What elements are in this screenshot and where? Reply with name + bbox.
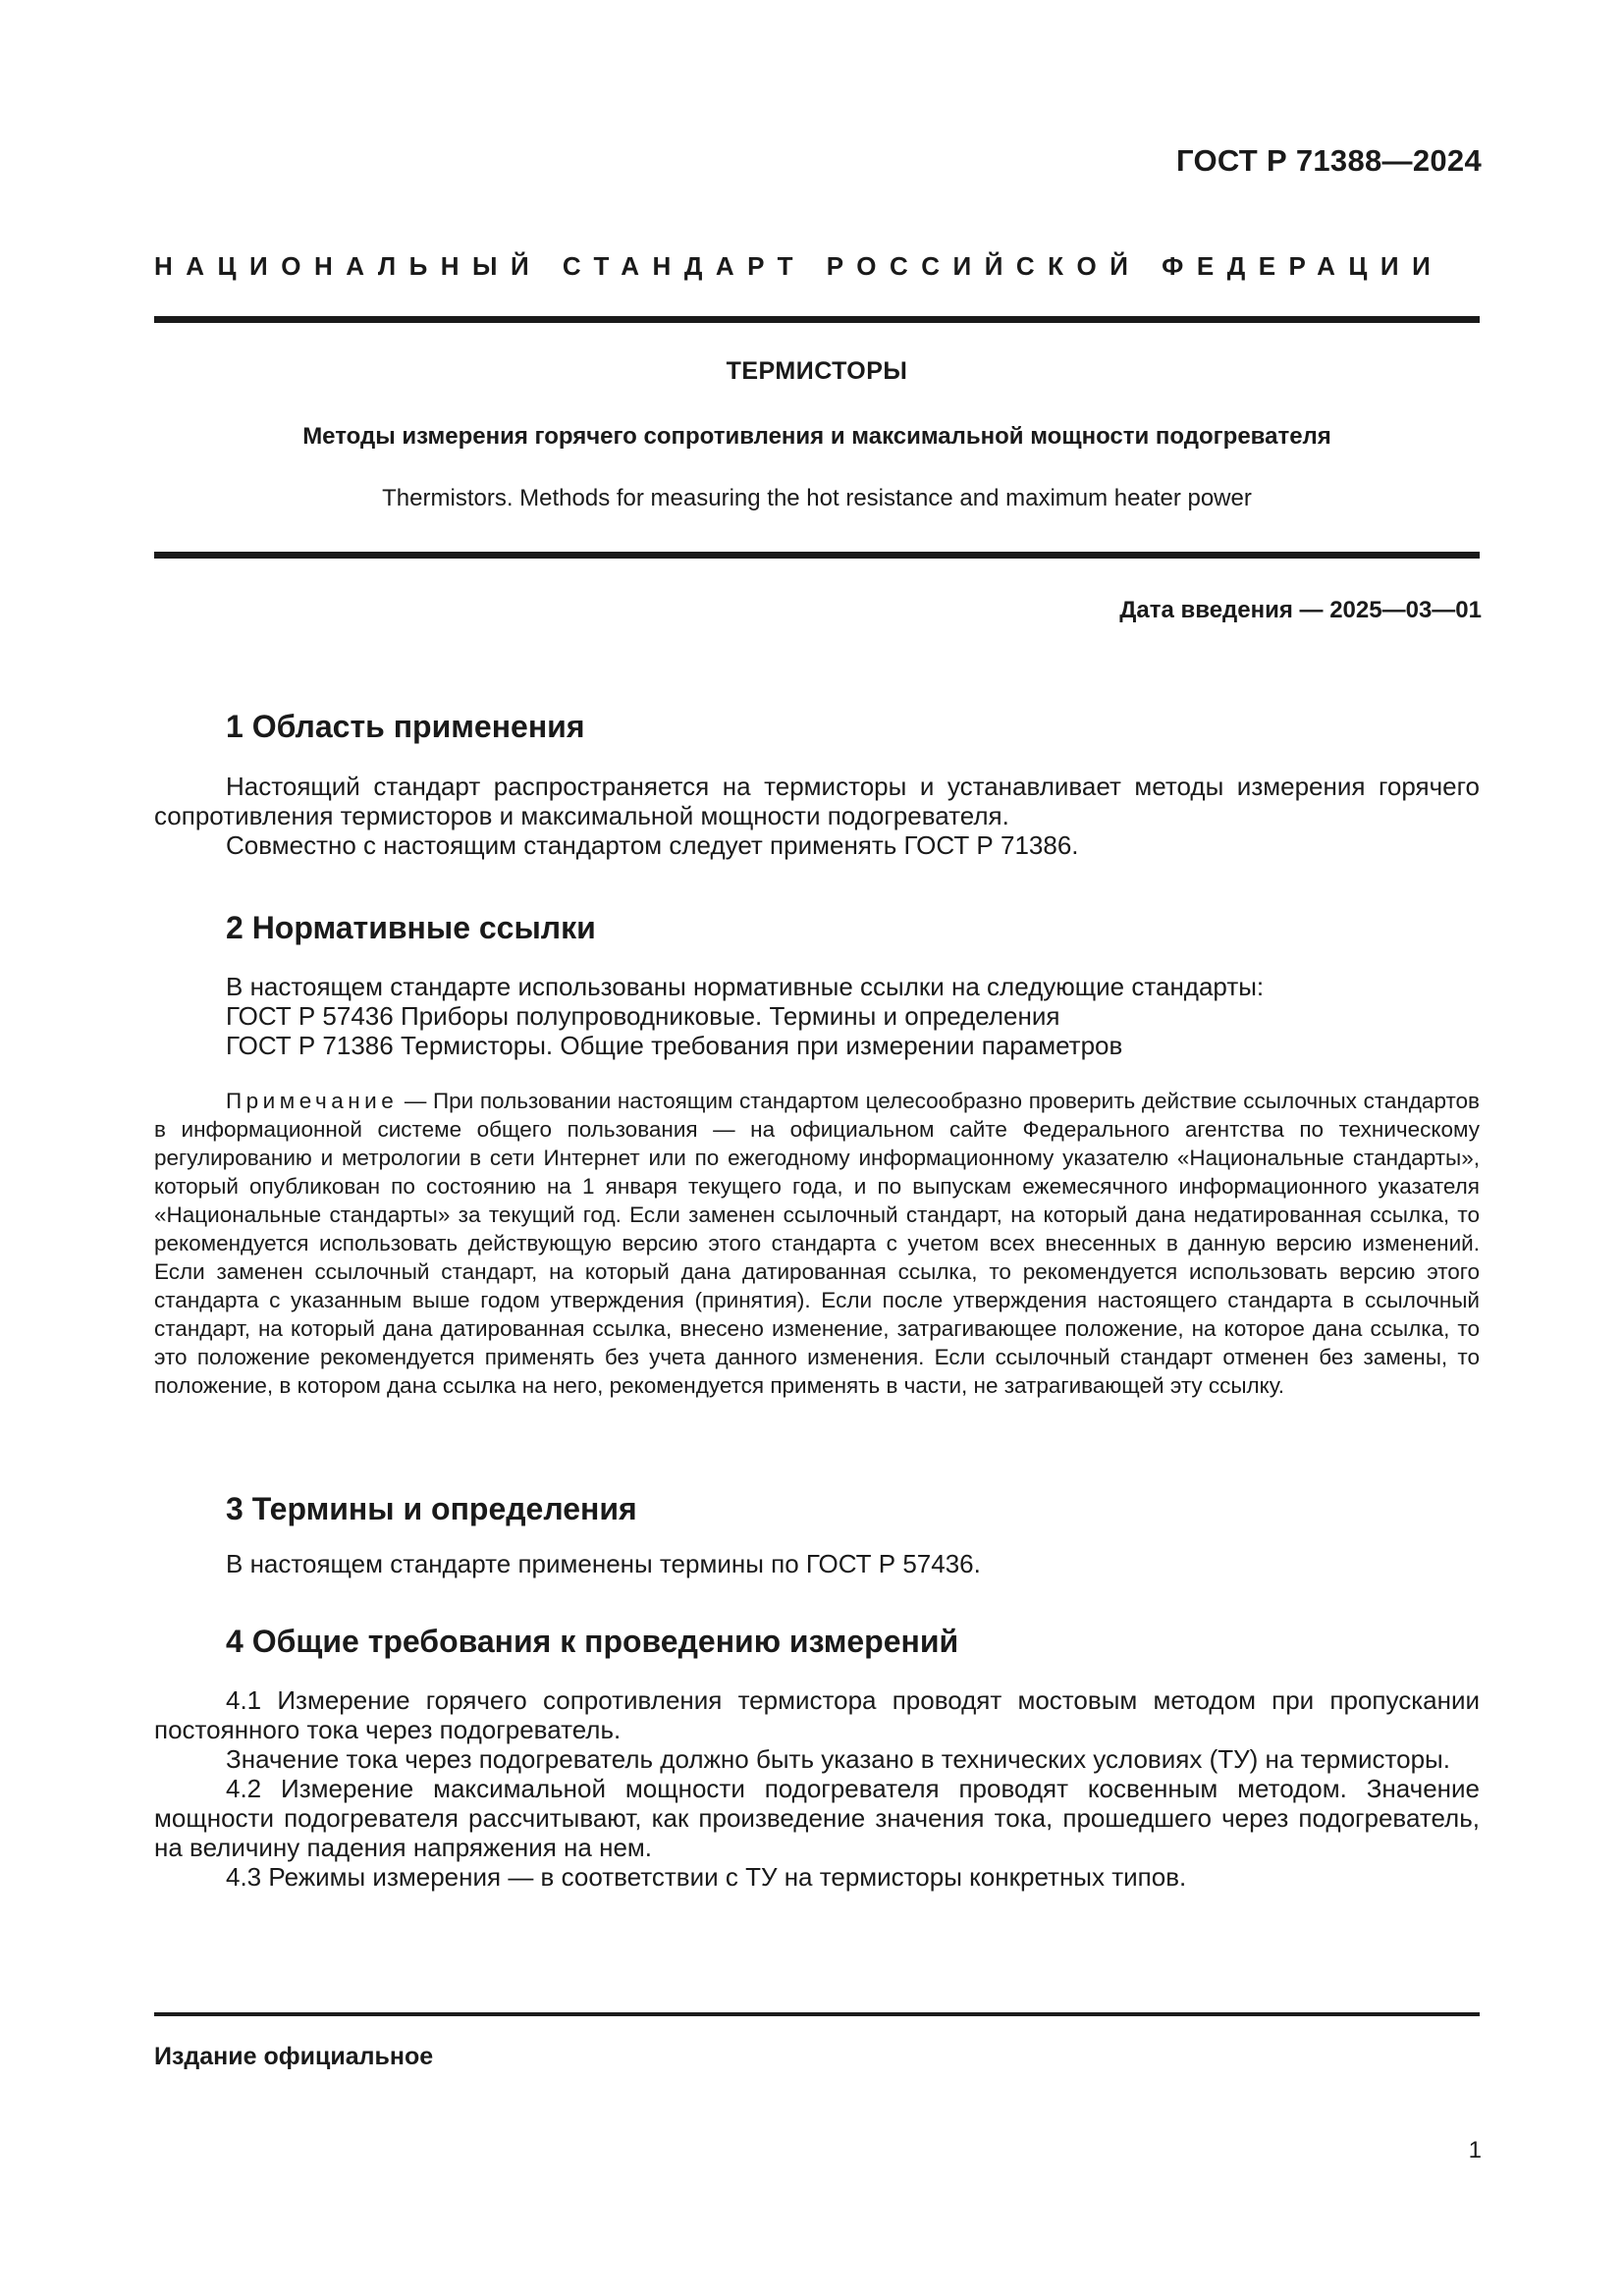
- section-1-paragraph: Совместно с настоящим стандартом следует применять ГОСТ Р 71386.: [226, 830, 1079, 860]
- section-2-body: [154, 972, 1480, 1060]
- document-title: ТЕРМИСТОРЫ: [726, 357, 908, 385]
- section-1-heading: 1 Область применения: [226, 709, 585, 744]
- section-3-heading: 3 Термины и определения: [226, 1491, 637, 1526]
- section-2-paragraph: В настоящем стандарте использованы нормативные ссылки на следующие стандарты:: [226, 972, 1265, 1001]
- section-1-paragraph: Настоящий стандарт распространяется на термисторы и устанавливает методы измерения горячего сопротивления термисторов и максимальной мощности подогревателя.: [154, 772, 1480, 830]
- normative-reference: ГОСТ Р 57436 Приборы полупроводниковые. Термины и определения: [226, 1001, 1060, 1031]
- note-label: Примечание: [226, 1089, 399, 1113]
- footer-rule: [154, 2012, 1480, 2016]
- page-number: 1: [1468, 2137, 1482, 2163]
- section-1-body: [154, 772, 1480, 860]
- section-3-paragraph: В настоящем стандарте применены термины по ГОСТ Р 57436.: [226, 1549, 981, 1578]
- english-title: Thermistors. Methods for measuring the hot resistance and maximum heater power: [382, 485, 1252, 511]
- section-3-body: [154, 1549, 1480, 1578]
- section-4-heading: 4 Общие требования к проведению измерений: [226, 1624, 959, 1659]
- header-rule: [154, 316, 1480, 323]
- official-edition-label: Издание официальное: [154, 2043, 434, 2070]
- section-4-paragraph: Значение тока через подогреватель должно быть указано в технических условиях (ТУ) на термисторы.: [226, 1744, 1450, 1774]
- note-text: — При пользовании настоящим стандартом целесообразно проверить действие ссылочных стандартов в информационной системе общего пользования — на официальном сайте Федерального агентства по техническому регулированию и метрологии в сети Интернет или по ежегодному информационному указателю «Национальные стандарты», который опубликован по состоянию на 1 января текущего года, и по выпускам ежемесячного информационного указателя «Национальные стандарты» за текущий год. Если заменен ссылочный стандарт, на который дана недатированная ссылка, то рекомендуется использовать действующую версию этого стандарта с учетом всех внесенных в данную версию изменений. Если заменен ссылочный стандарт, на который дана датированная ссылка, то рекомендуется использовать версию этого стандарта с указанным выше годом утверждения (принятия). Если после утверждения настоящего стандарта в ссылочный стандарт, на который дана датированная ссылка, внесено изменение, затрагивающее положение, на которое дана ссылка, то это положение рекомендуется применять без учета данного изменения. Если ссылочный стандарт отменен без замены, то положение, в котором дана ссылка на него, рекомендуется применять в части, не затрагивающей эту ссылку.: [154, 1089, 1480, 1398]
- section-4-paragraph: 4.3 Режимы измерения — в соответствии с ТУ на термисторы конкретных типов.: [226, 1862, 1187, 1892]
- normative-reference: ГОСТ Р 71386 Термисторы. Общие требования при измерении параметров: [226, 1031, 1123, 1060]
- introduction-date: Дата введения — 2025—03—01: [1119, 597, 1482, 623]
- national-standard-banner: НАЦИОНАЛЬНЫЙ СТАНДАРТ РОССИЙСКОЙ ФЕДЕРАЦИИ: [154, 251, 1444, 281]
- document-subtitle: Методы измерения горячего сопротивления и максимальной мощности подогревателя: [302, 423, 1331, 450]
- section-4-paragraph: 4.1 Измерение горячего сопротивления термистора проводят мостовым методом при пропускании постоянного тока через подогреватель.: [154, 1685, 1480, 1744]
- title-rule: [154, 552, 1480, 559]
- section-2-heading: 2 Нормативные ссылки: [226, 910, 596, 945]
- standard-designation: ГОСТ Р 71388—2024: [1176, 143, 1482, 178]
- section-2-note: [154, 1087, 1480, 1400]
- section-4-body: [154, 1685, 1480, 1892]
- section-4-paragraph: 4.2 Измерение максимальной мощности подогревателя проводят косвенным методом. Значение мощности подогревателя рассчитывают, как произведение значения тока, прошедшего через подогреватель, на величину падения напряжения на нем.: [154, 1774, 1480, 1862]
